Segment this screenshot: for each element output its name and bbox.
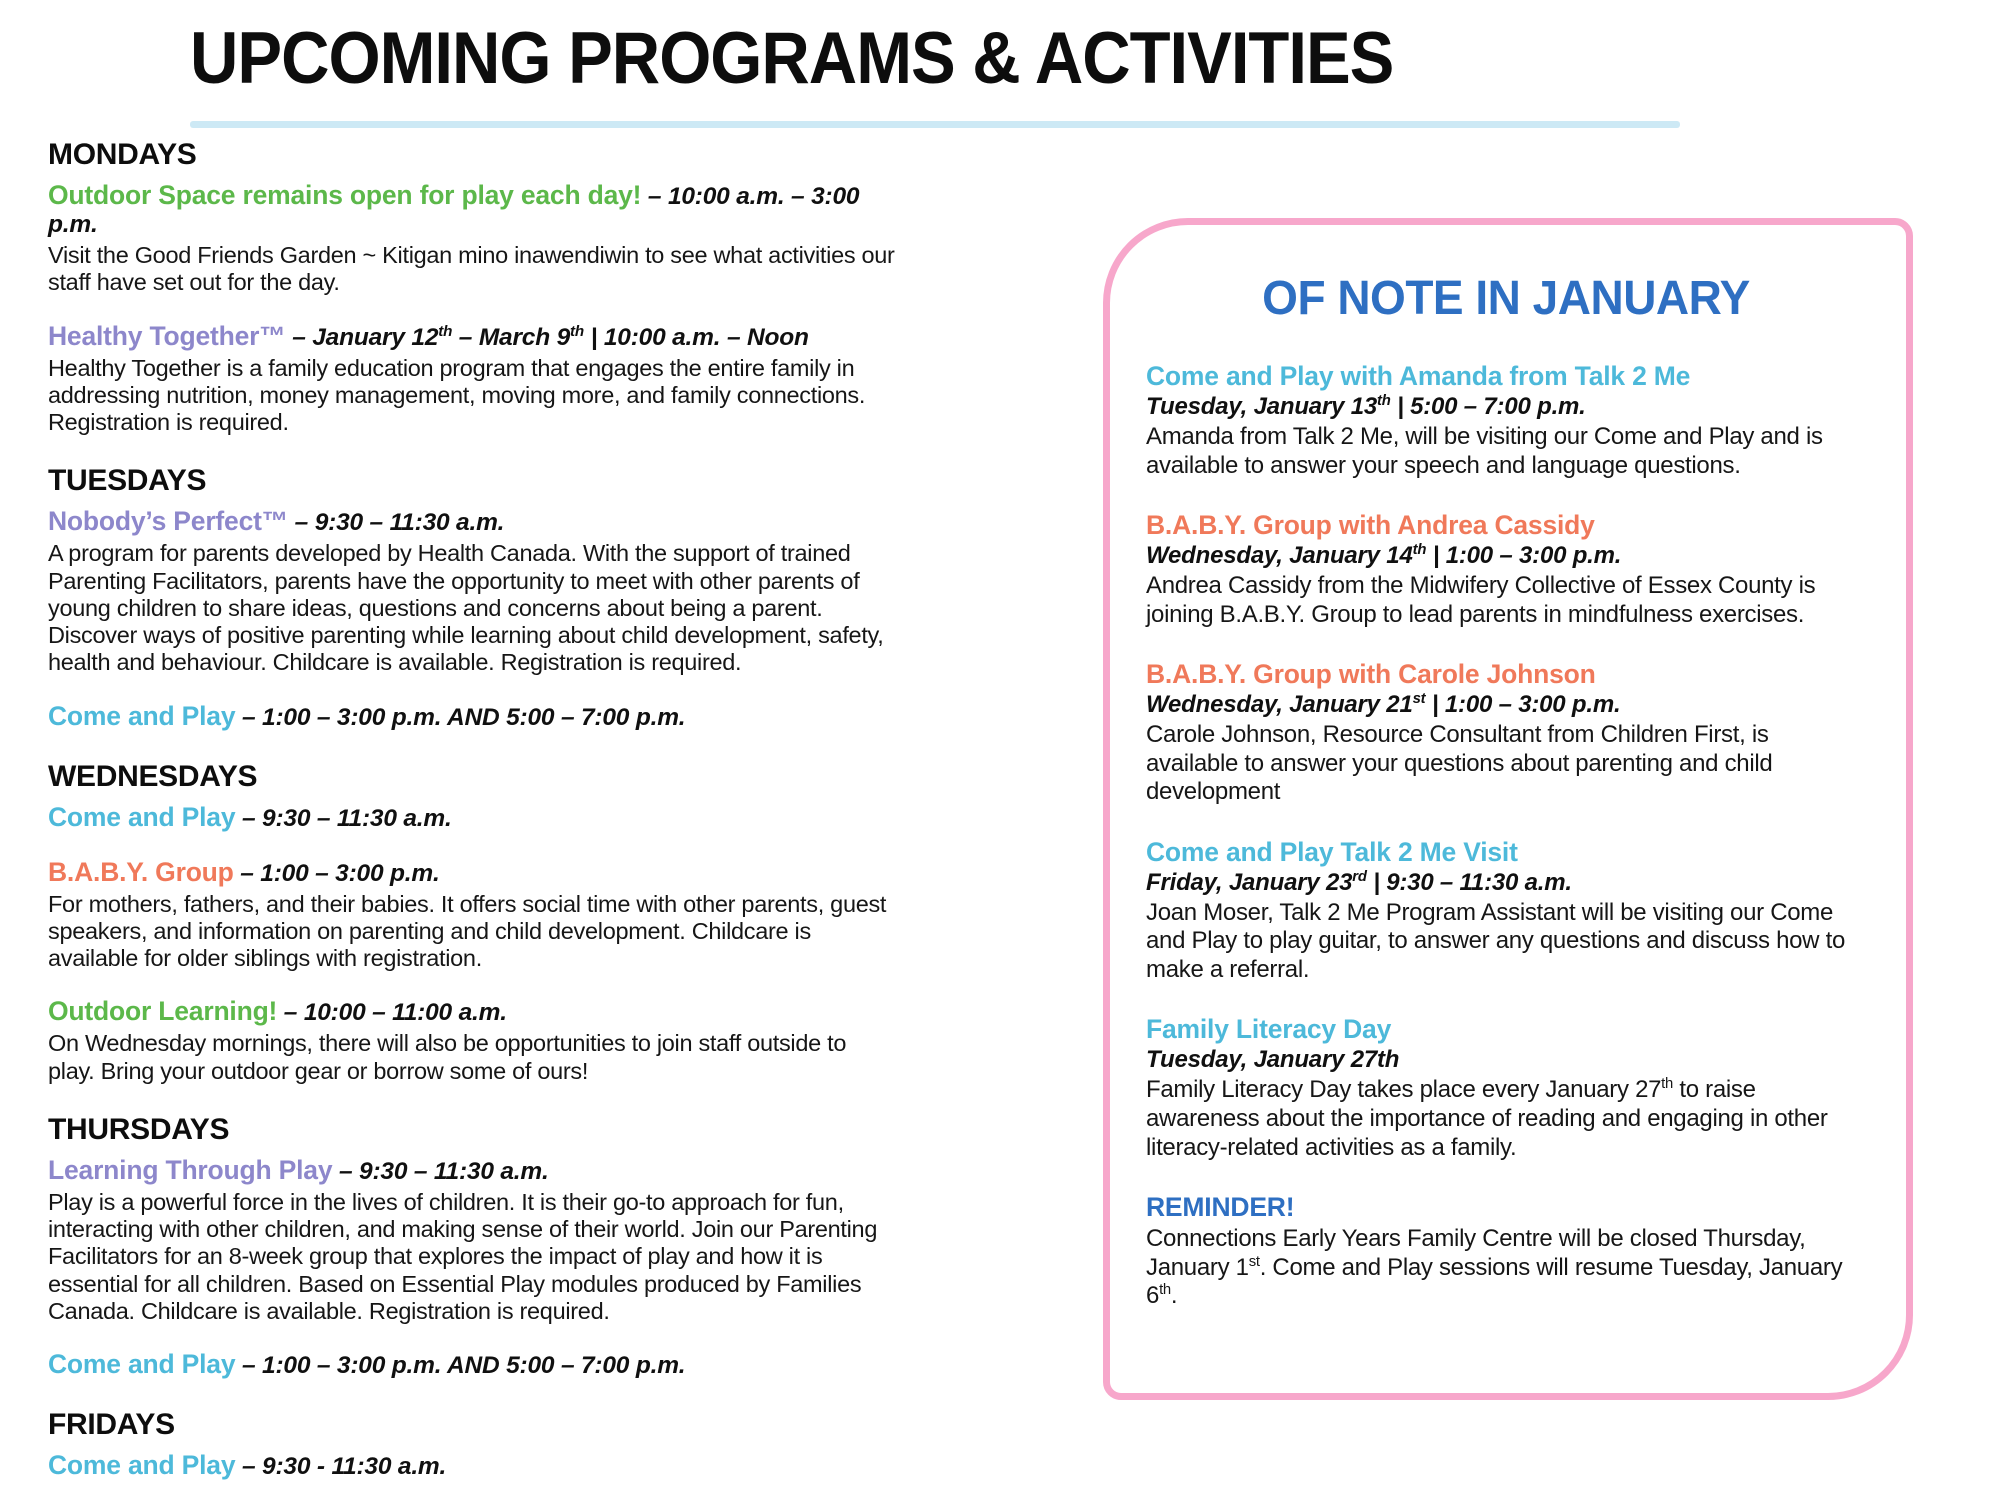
day-heading: WEDNESDAYS: [48, 759, 258, 793]
program-entry: [48, 1349, 896, 1380]
program-description: Play is a powerful force in the lives of children. It is their go-to approach for fun, interacting with other children, and making sense of their world. Join our Parenting Facilitators for an 8-week group that explores the impact of play and how it is essential for all children. Based on Essential Play modules produced by Families Canada. Childcare is available. Registration is required.: [48, 1188, 878, 1324]
schedule-column: [48, 138, 896, 1505]
program-name: Healthy Together™: [48, 320, 286, 351]
day-heading: MONDAYS: [48, 138, 197, 171]
note-item-description: Carole Johnson, Resource Consultant from Children First, is available to answer your questions about parenting and child development: [1146, 721, 1773, 806]
program-time: – 10:00 – 11:00 a.m.: [283, 999, 507, 1027]
program-name: Come and Play: [48, 801, 236, 832]
program-time: – 9:30 - 11:30 a.m.: [242, 1453, 447, 1480]
page-title: UPCOMING PROGRAMS & ACTIVITIES: [190, 17, 1394, 100]
program-time: – 9:30 – 11:30 a.m.: [339, 1157, 549, 1185]
note-item: [1146, 1192, 1866, 1311]
program-name: Learning Through Play: [48, 1154, 333, 1185]
program-heading: [48, 180, 896, 239]
program-description: Visit the Good Friends Garden ~ Kitigan mino inawendiwin to see what activities our staff have set out for the day.: [48, 242, 895, 296]
program-entry: [48, 1450, 896, 1481]
note-item-description: Joan Moser, Talk 2 Me Program Assistant will be visiting our Come and Play to play guitar, to answer any questions and discuss how to make a referral.: [1146, 898, 1845, 983]
note-item-date: Wednesday, January 21st | 1:00 – 3:00 p.m.: [1146, 691, 1621, 719]
note-item-date: Friday, January 23rd | 9:30 – 11:30 a.m.: [1146, 868, 1572, 896]
program-name: Come and Play: [48, 700, 236, 731]
program-description: For mothers, fathers, and their babies. It offers social time with other parents, guest speakers, and information on parenting and child development. Childcare is available for older siblings with registration.: [48, 890, 887, 971]
program-heading: [48, 857, 896, 888]
program-entry: [48, 506, 896, 676]
program-entry: [48, 1155, 896, 1325]
note-item-title: Family Literacy Day: [1146, 1014, 1392, 1045]
title-underline: [190, 121, 1680, 128]
note-box: [1103, 218, 1913, 1400]
day-heading: THURSDAYS: [48, 1112, 230, 1146]
program-time: – 10:00 a.m. – 3:00 p.m.: [48, 183, 860, 238]
program-name: Come and Play: [48, 1349, 236, 1379]
day-heading: FRIDAYS: [48, 1408, 175, 1441]
program-description: On Wednesday mornings, there will also be opportunities to join staff outside to play. Bring your outdoor gear or borrow some of ours!: [48, 1030, 847, 1084]
day-section: [48, 1408, 896, 1481]
program-description: Healthy Together is a family education program that engages the entire family in addressing nutrition, money management, moving more, and family connections. Registration is required.: [48, 354, 866, 435]
program-entry: [48, 321, 896, 437]
note-item-description: Connections Early Years Family Centre will be closed Thursday, January 1st. Come and Play sessions will resume Tuesday, January 6th.: [1146, 1225, 1843, 1310]
note-item-date: Wednesday, January 14th | 1:00 – 3:00 p.m.: [1146, 542, 1622, 570]
page-header: [190, 16, 1394, 100]
note-items: [1146, 361, 1866, 1311]
note-item-date: Tuesday, January 13th | 5:00 – 7:00 p.m.: [1146, 393, 1586, 420]
note-item-title: Come and Play Talk 2 Me Visit: [1146, 836, 1518, 867]
note-item-description: Amanda from Talk 2 Me, will be visiting our Come and Play and is available to answer your speech and language questions.: [1146, 423, 1823, 479]
program-name: Nobody’s Perfect™: [48, 506, 289, 537]
note-box-title: OF NOTE IN JANUARY: [1262, 270, 1750, 325]
program-entry: [48, 180, 896, 297]
program-heading: [48, 1155, 896, 1186]
note-item: [1146, 659, 1866, 807]
program-time: – 1:00 – 3:00 p.m. AND 5:00 – 7:00 p.m.: [242, 1352, 686, 1379]
day-section: [48, 138, 896, 436]
note-item-title: Come and Play with Amanda from Talk 2 Me: [1146, 361, 1691, 391]
program-heading: [48, 701, 896, 732]
note-item: [1146, 361, 1866, 480]
program-name: B.A.B.Y. Group: [48, 856, 234, 887]
program-entry: [48, 996, 896, 1085]
program-time: – 1:00 – 3:00 p.m.: [240, 859, 440, 887]
program-heading: [48, 1349, 896, 1380]
program-description: A program for parents developed by Health Canada. With the support of trained Parenting Facilitators, parents have the opportunity to meet with other parents of young children to share ideas, questions and concerns about being a parent. Discover ways of positive parenting while learning about child development, safety, health and behaviour. Childcare is available. Registration is required.: [48, 540, 884, 676]
program-entry: [48, 701, 896, 732]
note-item-description: Andrea Cassidy from the Midwifery Collective of Essex County is joining B.A.B.Y. Group to lead parents in mindfulness exercises.: [1146, 572, 1816, 628]
program-name: Come and Play: [48, 1450, 236, 1480]
note-item: [1146, 837, 1866, 985]
program-time: – 9:30 – 11:30 a.m.: [294, 509, 505, 537]
program-time: – January 12th – March 9th | 10:00 a.m. – Noon: [292, 322, 809, 351]
program-entry: [48, 857, 896, 973]
program-name: Outdoor Space remains open for play each day!: [48, 180, 642, 210]
note-item-description: Family Literacy Day takes place every January 27th to raise awareness about the importance of reading and engaging in other literacy-related activities as a family.: [1146, 1076, 1828, 1161]
day-section: [48, 1113, 896, 1380]
program-entry: [48, 802, 896, 833]
note-item-title: REMINDER!: [1146, 1192, 1295, 1223]
day-section: [48, 760, 896, 1085]
program-name: Outdoor Learning!: [48, 996, 278, 1027]
program-time: – 1:00 – 3:00 p.m. AND 5:00 – 7:00 p.m.: [242, 703, 686, 731]
note-item: [1146, 1014, 1866, 1162]
day-section: [48, 464, 896, 731]
program-heading: [48, 802, 896, 833]
day-heading: TUESDAYS: [48, 464, 207, 498]
program-time: – 9:30 – 11:30 a.m.: [242, 804, 452, 832]
program-heading: [48, 996, 896, 1027]
note-item-title: B.A.B.Y. Group with Andrea Cassidy: [1146, 510, 1595, 541]
note-item-title: B.A.B.Y. Group with Carole Johnson: [1146, 659, 1596, 690]
note-item: [1146, 510, 1866, 629]
note-item-date: Tuesday, January 27th: [1146, 1046, 1400, 1074]
program-heading: [48, 1450, 896, 1481]
program-heading: [48, 506, 896, 537]
program-heading: [48, 321, 896, 352]
